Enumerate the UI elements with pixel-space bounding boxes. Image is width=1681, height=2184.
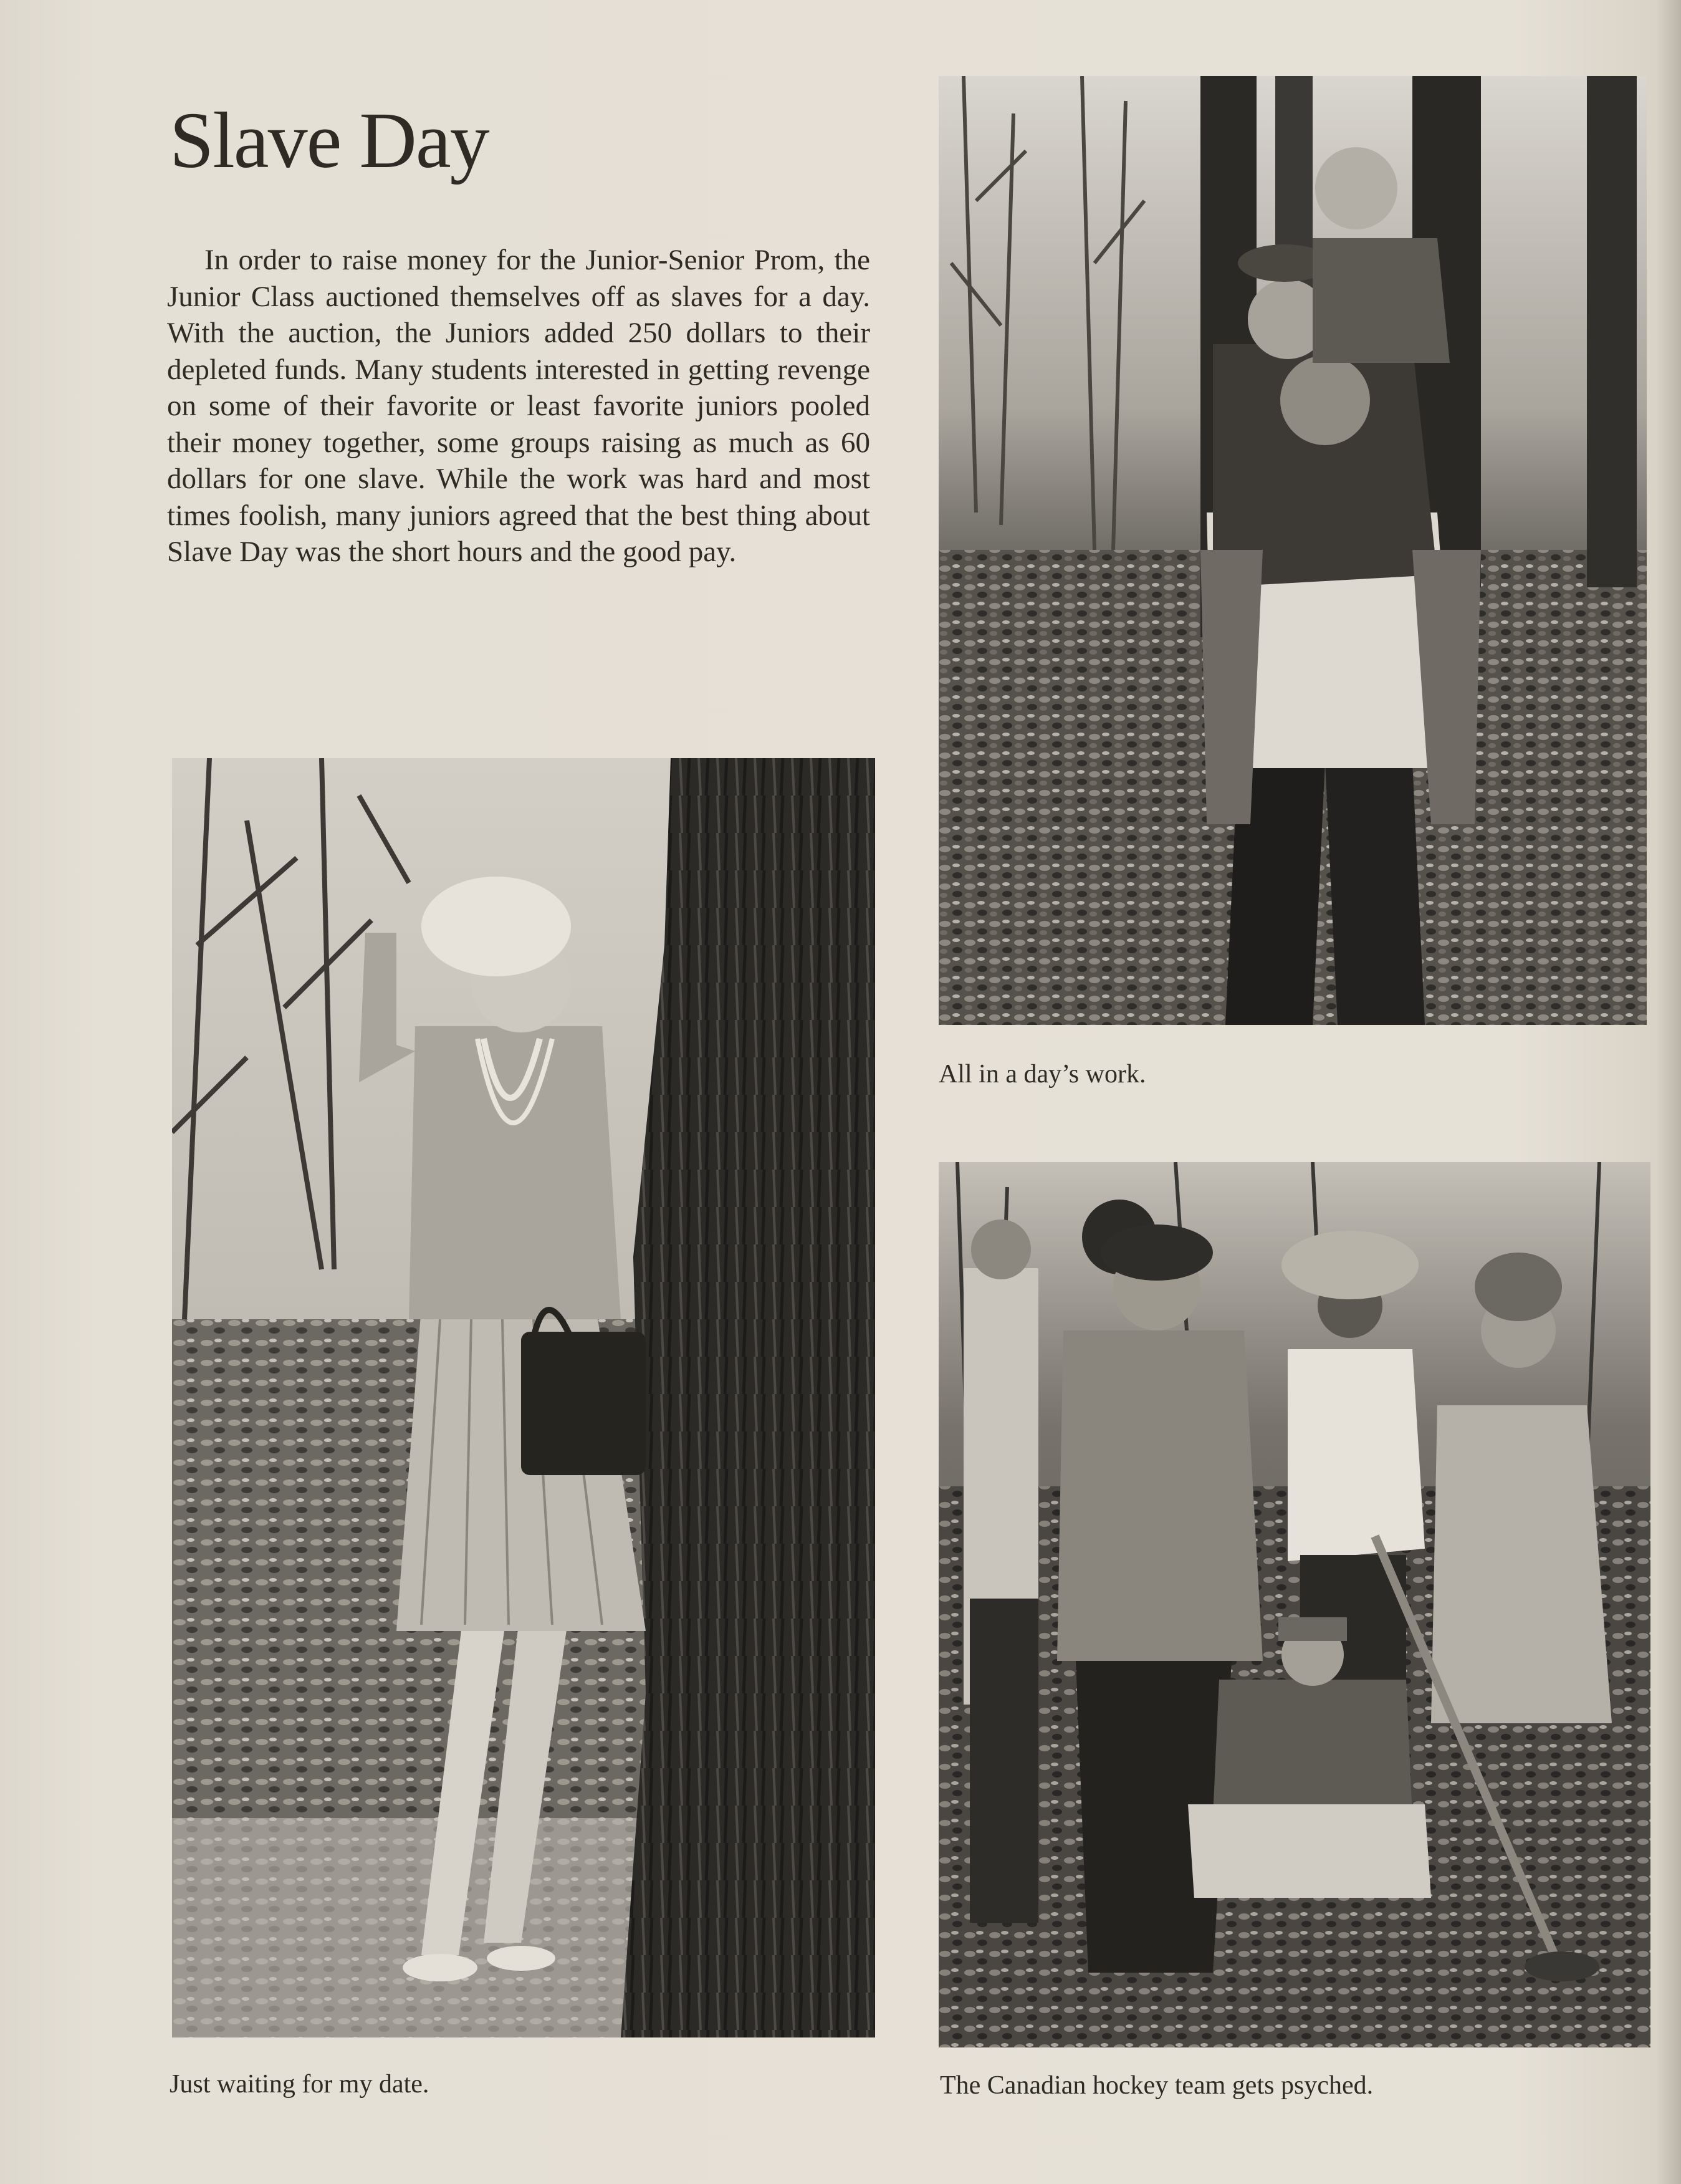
caption-waiting: Just waiting for my date. <box>170 2070 429 2099</box>
page-spine-shadow <box>1656 0 1681 2184</box>
photo-waiting-image <box>172 758 875 2037</box>
photo-waiting-by-tree <box>172 758 875 2037</box>
photo-piggyback-in-woods <box>939 76 1647 1025</box>
photo-piggyback-image <box>939 76 1647 1025</box>
photo-hockey-team-group <box>939 1162 1650 2047</box>
caption-piggyback: All in a day’s work. <box>939 1060 1146 1089</box>
caption-hockey-team: The Canadian hockey team gets psyched. <box>940 2071 1374 2100</box>
article-body: In order to raise money for the Junior-Senior Prom, the Junior Class auctioned themselves off as slaves for a day. With the auction, the Juniors added 250 dollars to their depleted funds. Many students interested in getting revenge on some of their favorite or least favorite juniors pooled their money together, some groups raising as much as 60 dollars for one slave. While the work was hard and most times foolish, many juniors agreed that the best thing about Slave Day was the short hours and the good pay. <box>167 244 870 568</box>
photo-hockey-team-image <box>939 1162 1650 2047</box>
page-title: Slave Day <box>170 96 489 185</box>
